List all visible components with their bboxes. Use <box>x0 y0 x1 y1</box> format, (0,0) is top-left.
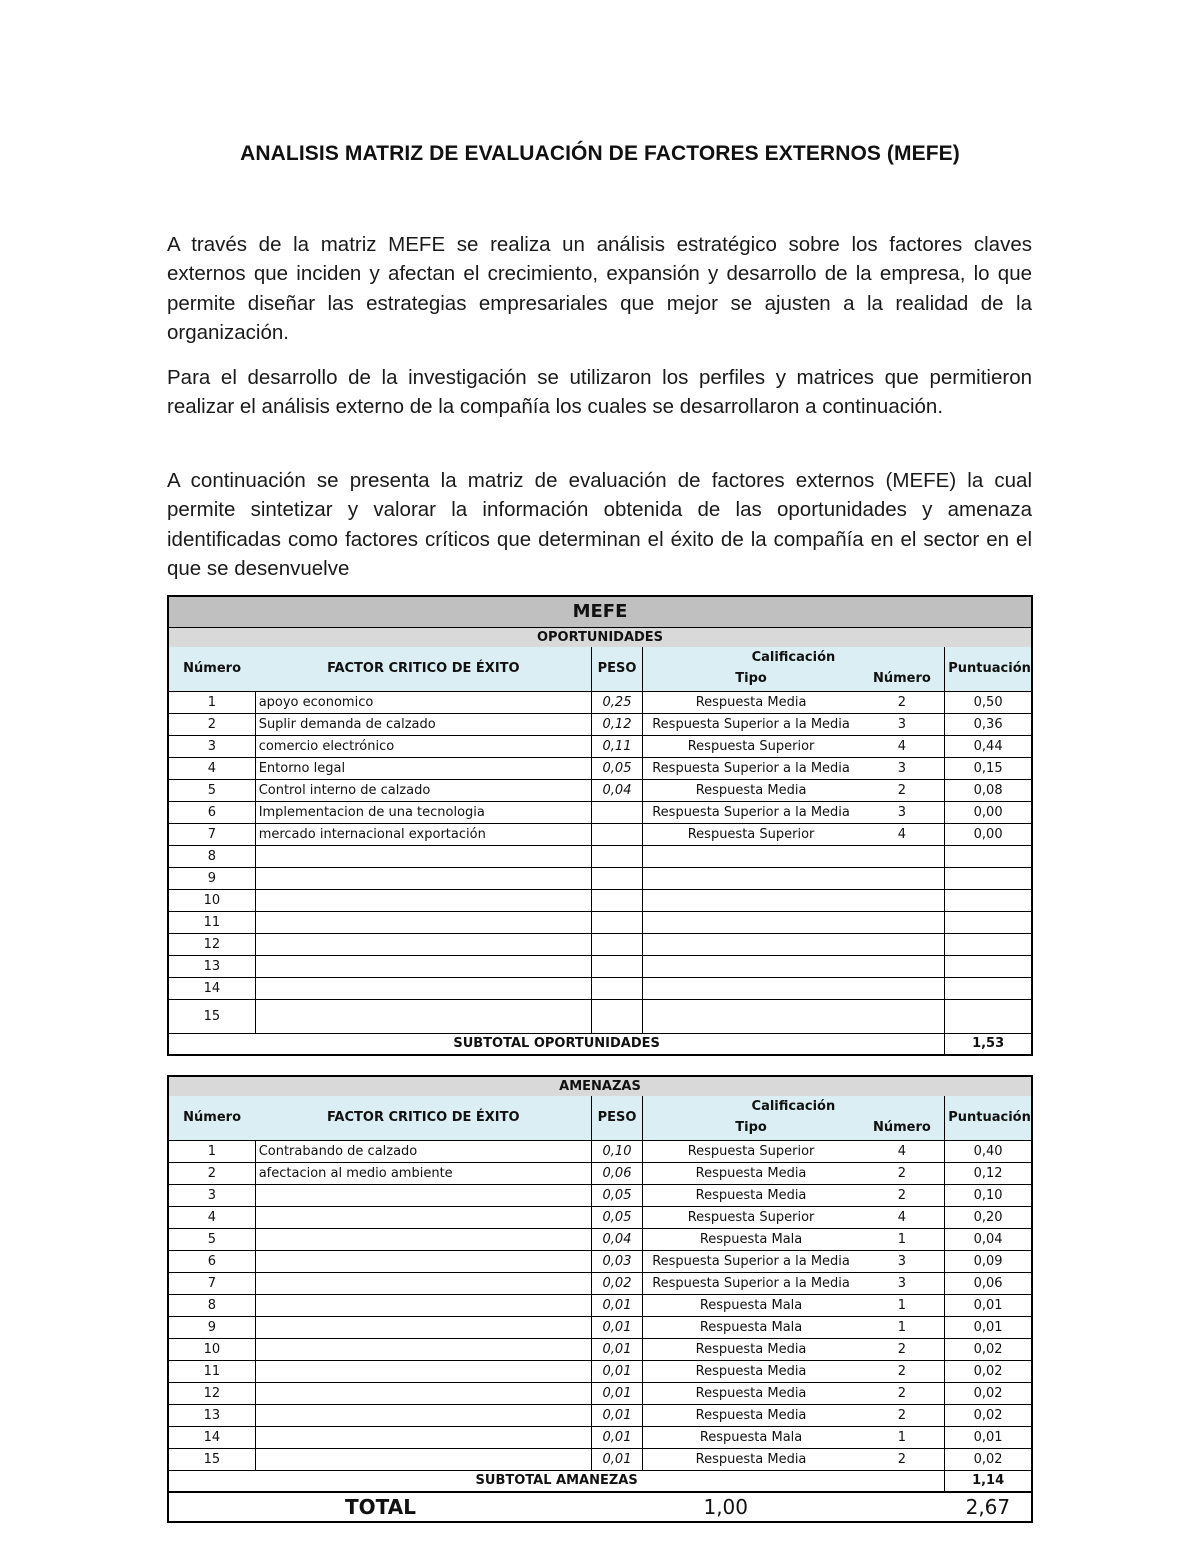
row-factor <box>255 1250 592 1272</box>
row-peso: 0,04 <box>592 1228 642 1250</box>
row-number: 1 <box>168 691 255 713</box>
row-peso <box>592 801 642 823</box>
row-tipo: Respuesta Superior a la Media <box>642 801 860 823</box>
row-calificacion-numero: 2 <box>860 1338 945 1360</box>
table-row <box>168 1206 1032 1228</box>
row-puntuacion <box>945 845 1032 867</box>
row-number: 3 <box>168 1184 255 1206</box>
row-calificacion-numero <box>860 999 945 1033</box>
table-row <box>168 1272 1032 1294</box>
row-number: 4 <box>168 757 255 779</box>
row-peso: 0,05 <box>592 757 642 779</box>
table-row <box>168 735 1032 757</box>
row-tipo: Respuesta Superior a la Media <box>642 713 860 735</box>
row-calificacion-numero <box>860 977 945 999</box>
row-calificacion-numero <box>860 911 945 933</box>
row-puntuacion: 0,50 <box>945 691 1032 713</box>
row-tipo <box>642 933 860 955</box>
row-puntuacion: 0,02 <box>945 1404 1032 1426</box>
row-puntuacion: 0,01 <box>945 1316 1032 1338</box>
row-puntuacion: 0,36 <box>945 713 1032 735</box>
row-puntuacion: 0,10 <box>945 1184 1032 1206</box>
row-tipo <box>642 999 860 1033</box>
row-tipo: Respuesta Media <box>642 1404 859 1426</box>
row-peso: 0,01 <box>592 1316 642 1338</box>
col-numero-header: Número <box>183 1110 242 1126</box>
row-tipo <box>642 867 860 889</box>
row-number: 14 <box>168 1426 255 1448</box>
row-puntuacion: 0,08 <box>945 779 1032 801</box>
row-puntuacion <box>945 955 1032 977</box>
row-peso: 0,01 <box>592 1294 642 1316</box>
row-peso <box>592 999 642 1033</box>
row-factor <box>255 999 592 1033</box>
col-factor-header: FACTOR CRITICO DE ÉXITO <box>327 1110 520 1126</box>
row-number: 15 <box>168 1448 255 1470</box>
row-peso: 0,12 <box>592 713 642 735</box>
row-peso: 0,01 <box>592 1404 642 1426</box>
table-row <box>168 955 1032 977</box>
col-puntuacion-header: Puntuación <box>945 647 1032 691</box>
col-puntuacion-header: Puntuación <box>945 1096 1032 1140</box>
paragraph-intro: A través de la matriz MEFE se realiza un análisis estratégico sobre los factores claves externos que inciden y afectan el crecimiento, expansión y desarrollo de la empresa, lo que permite diseñar las estrategias empresariales que mejor se ajusten a la realidad de la organización. <box>167 233 1032 345</box>
row-peso: 0,01 <box>592 1448 642 1470</box>
row-peso: 0,05 <box>592 1206 642 1228</box>
table-row <box>168 1316 1032 1338</box>
table-row <box>168 691 1032 713</box>
mefe-title: MEFE <box>168 596 1032 627</box>
row-factor: mercado internacional exportación <box>255 823 592 845</box>
row-number: 5 <box>168 779 255 801</box>
row-calificacion-numero: 4 <box>860 1140 945 1162</box>
row-peso: 0,01 <box>592 1338 642 1360</box>
row-peso: 0,05 <box>592 1184 642 1206</box>
row-puntuacion: 0,02 <box>945 1360 1032 1382</box>
row-tipo: Respuesta Media <box>642 1338 859 1360</box>
col-numero-calif-header: Número <box>872 1120 931 1136</box>
row-peso: 0,04 <box>592 779 642 801</box>
row-number: 8 <box>168 1294 255 1316</box>
row-factor <box>255 1360 592 1382</box>
row-calificacion-numero: 4 <box>860 823 945 845</box>
row-calificacion-numero <box>860 933 945 955</box>
row-number: 7 <box>168 823 255 845</box>
table-row <box>168 911 1032 933</box>
row-tipo: Respuesta Superior <box>642 1206 859 1228</box>
row-puntuacion: 0,15 <box>945 757 1032 779</box>
row-puntuacion: 0,02 <box>945 1448 1032 1470</box>
row-factor <box>255 1272 592 1294</box>
col-tipo-header: Tipo <box>642 1116 859 1140</box>
col-tipo-header: Tipo <box>642 667 860 691</box>
row-puntuacion: 0,20 <box>945 1206 1032 1228</box>
col-numero-calif-header: Número <box>872 671 931 687</box>
paragraph-matrix-intro: A continuación se presenta la matriz de evaluación de factores externos (MEFE) la cual permite sintetizar y valorar la información obtenida de las oportunidades y amenaza identificadas como factores críticos que determinan el éxito de la compañía en el sector en el que se desenvuelve <box>167 469 1032 581</box>
row-number: 13 <box>168 955 255 977</box>
table-row <box>168 889 1032 911</box>
row-puntuacion: 0,09 <box>945 1250 1032 1272</box>
table-row <box>168 1338 1032 1360</box>
row-number: 6 <box>168 1250 255 1272</box>
row-calificacion-numero: 3 <box>860 1272 945 1294</box>
row-calificacion-numero: 4 <box>860 735 945 757</box>
row-peso <box>592 845 642 867</box>
amenazas-header: AMENAZAS <box>168 1076 1032 1096</box>
row-factor <box>255 1448 592 1470</box>
row-number: 14 <box>168 977 255 999</box>
row-factor <box>255 1228 592 1250</box>
row-puntuacion <box>945 933 1032 955</box>
row-calificacion-numero: 2 <box>860 691 945 713</box>
row-number: 1 <box>168 1140 255 1162</box>
row-tipo: Respuesta Mala <box>642 1316 859 1338</box>
row-calificacion-numero: 2 <box>860 1404 945 1426</box>
row-factor <box>255 1404 592 1426</box>
row-peso: 0,01 <box>592 1426 642 1448</box>
row-peso: 0,03 <box>592 1250 642 1272</box>
row-factor: Contrabando de calzado <box>255 1140 592 1162</box>
row-calificacion-numero: 1 <box>860 1316 945 1338</box>
row-number: 3 <box>168 735 255 757</box>
row-tipo: Respuesta Mala <box>642 1426 859 1448</box>
row-tipo: Respuesta Media <box>642 1184 859 1206</box>
row-factor <box>255 955 592 977</box>
row-tipo <box>642 889 860 911</box>
row-tipo: Respuesta Superior a la Media <box>642 1272 859 1294</box>
paragraph-investigation: Para el desarrollo de la investigación se utilizaron los perfiles y matrices que permitieron realizar el análisis externo de la compañía los cuales se desarrollaron a continuación. <box>167 366 1032 419</box>
table-row <box>168 713 1032 735</box>
row-puntuacion: 0,02 <box>945 1382 1032 1404</box>
table-row <box>168 867 1032 889</box>
total-peso: 1,00 <box>592 1492 860 1522</box>
row-tipo <box>642 911 860 933</box>
row-tipo: Respuesta Superior <box>642 1140 859 1162</box>
row-tipo <box>642 845 860 867</box>
table-row <box>168 1404 1032 1426</box>
row-peso: 0,02 <box>592 1272 642 1294</box>
row-tipo: Respuesta Media <box>642 779 860 801</box>
row-factor: comercio electrónico <box>255 735 592 757</box>
row-peso: 0,06 <box>592 1162 642 1184</box>
row-calificacion-numero: 1 <box>860 1426 945 1448</box>
row-factor <box>255 977 592 999</box>
row-calificacion-numero <box>860 867 945 889</box>
col-peso-header: PESO <box>592 647 642 691</box>
subtotal-oportunidades-label: SUBTOTAL OPORTUNIDADES <box>168 1033 945 1055</box>
row-tipo: Respuesta Media <box>642 1448 859 1470</box>
row-number: 2 <box>168 1162 255 1184</box>
row-tipo: Respuesta Media <box>642 1382 859 1404</box>
row-tipo <box>642 955 860 977</box>
row-tipo: Respuesta Mala <box>642 1294 859 1316</box>
row-peso <box>592 867 642 889</box>
row-peso: 0,11 <box>592 735 642 757</box>
row-puntuacion <box>945 889 1032 911</box>
subtotal-amenazas-value: 1,14 <box>945 1470 1032 1492</box>
row-calificacion-numero: 2 <box>860 1360 945 1382</box>
row-tipo: Respuesta Superior <box>642 735 860 757</box>
row-number: 12 <box>168 933 255 955</box>
table-row <box>168 801 1032 823</box>
row-calificacion-numero <box>860 889 945 911</box>
row-peso: 0,25 <box>592 691 642 713</box>
row-tipo: Respuesta Superior <box>642 823 860 845</box>
row-tipo <box>642 977 860 999</box>
table-row <box>168 845 1032 867</box>
row-factor <box>255 1382 592 1404</box>
row-factor: Implementacion de una tecnologia <box>255 801 592 823</box>
row-peso <box>592 823 642 845</box>
row-tipo: Respuesta Superior a la Media <box>642 1250 859 1272</box>
row-puntuacion: 0,04 <box>945 1228 1032 1250</box>
row-factor <box>255 845 592 867</box>
row-calificacion-numero: 3 <box>860 1250 945 1272</box>
total-value: 2,67 <box>945 1492 1032 1522</box>
row-factor <box>255 1338 592 1360</box>
row-factor <box>255 1184 592 1206</box>
row-factor: Suplir demanda de calzado <box>255 713 592 735</box>
row-puntuacion: 0,40 <box>945 1140 1032 1162</box>
row-peso: 0,10 <box>592 1140 642 1162</box>
table-row <box>168 1250 1032 1272</box>
row-peso: 0,01 <box>592 1382 642 1404</box>
row-calificacion-numero: 3 <box>860 713 945 735</box>
col-calificacion-header: Calificación <box>642 1096 945 1116</box>
row-factor <box>255 867 592 889</box>
row-puntuacion <box>945 911 1032 933</box>
row-factor: Control interno de calzado <box>255 779 592 801</box>
row-puntuacion: 0,01 <box>945 1426 1032 1448</box>
row-puntuacion <box>945 999 1032 1033</box>
subtotal-amenazas-label: SUBTOTAL AMANEZAS <box>168 1470 945 1492</box>
row-peso <box>592 889 642 911</box>
row-puntuacion: 0,00 <box>945 823 1032 845</box>
table-row <box>168 999 1032 1033</box>
row-calificacion-numero: 2 <box>860 1382 945 1404</box>
row-peso: 0,01 <box>592 1360 642 1382</box>
table-row <box>168 823 1032 845</box>
row-tipo: Respuesta Mala <box>642 1228 859 1250</box>
row-number: 11 <box>168 1360 255 1382</box>
row-calificacion-numero: 2 <box>860 1184 945 1206</box>
total-label: TOTAL <box>168 1492 592 1522</box>
table-row <box>168 1184 1032 1206</box>
oportunidades-header: OPORTUNIDADES <box>168 627 1032 647</box>
table-row <box>168 779 1032 801</box>
row-factor <box>255 1294 592 1316</box>
row-factor <box>255 911 592 933</box>
row-factor: afectacion al medio ambiente <box>255 1162 592 1184</box>
col-numero-header: Número <box>183 661 242 677</box>
row-peso <box>592 911 642 933</box>
row-puntuacion: 0,12 <box>945 1162 1032 1184</box>
row-number: 10 <box>168 889 255 911</box>
col-peso-header: PESO <box>592 1096 642 1140</box>
row-tipo: Respuesta Media <box>642 1162 859 1184</box>
row-number: 9 <box>168 867 255 889</box>
row-number: 8 <box>168 845 255 867</box>
row-puntuacion: 0,00 <box>945 801 1032 823</box>
row-number: 13 <box>168 1404 255 1426</box>
row-tipo: Respuesta Media <box>642 691 860 713</box>
row-number: 10 <box>168 1338 255 1360</box>
row-calificacion-numero: 2 <box>860 1162 945 1184</box>
row-factor <box>255 889 592 911</box>
mefe-oportunidades-table <box>167 595 1033 1056</box>
row-factor <box>255 1426 592 1448</box>
table-row <box>168 1426 1032 1448</box>
row-number: 6 <box>168 801 255 823</box>
row-puntuacion: 0,44 <box>945 735 1032 757</box>
table-row <box>168 977 1032 999</box>
row-number: 9 <box>168 1316 255 1338</box>
row-tipo: Respuesta Media <box>642 1360 859 1382</box>
mefe-amenazas-table <box>167 1075 1033 1523</box>
row-puntuacion: 0,02 <box>945 1338 1032 1360</box>
table-row <box>168 1294 1032 1316</box>
row-calificacion-numero <box>860 955 945 977</box>
row-calificacion-numero: 1 <box>860 1228 945 1250</box>
row-number: 15 <box>168 999 255 1033</box>
row-factor <box>255 1316 592 1338</box>
row-puntuacion <box>945 977 1032 999</box>
row-factor <box>255 933 592 955</box>
row-calificacion-numero: 1 <box>860 1294 945 1316</box>
row-calificacion-numero: 3 <box>860 801 945 823</box>
row-number: 2 <box>168 713 255 735</box>
row-puntuacion <box>945 867 1032 889</box>
table-row <box>168 1448 1032 1470</box>
page-title: ANALISIS MATRIZ DE EVALUACIÓN DE FACTORES EXTERNOS (MEFE) <box>240 142 960 165</box>
table-row <box>168 933 1032 955</box>
row-calificacion-numero: 2 <box>860 1448 945 1470</box>
row-factor: Entorno legal <box>255 757 592 779</box>
table-row <box>168 1228 1032 1250</box>
col-calificacion-header: Calificación <box>642 647 945 667</box>
row-calificacion-numero: 2 <box>860 779 945 801</box>
row-tipo: Respuesta Superior a la Media <box>642 757 860 779</box>
subtotal-oportunidades-value: 1,53 <box>945 1033 1032 1055</box>
row-number: 5 <box>168 1228 255 1250</box>
row-factor <box>255 1206 592 1228</box>
row-calificacion-numero <box>860 845 945 867</box>
row-peso <box>592 955 642 977</box>
row-number: 4 <box>168 1206 255 1228</box>
table-row <box>168 757 1032 779</box>
table-row <box>168 1382 1032 1404</box>
row-number: 12 <box>168 1382 255 1404</box>
row-calificacion-numero: 3 <box>860 757 945 779</box>
row-peso <box>592 933 642 955</box>
row-factor: apoyo economico <box>255 691 592 713</box>
row-number: 7 <box>168 1272 255 1294</box>
row-puntuacion: 0,06 <box>945 1272 1032 1294</box>
table-row <box>168 1360 1032 1382</box>
table-row <box>168 1140 1032 1162</box>
col-factor-header: FACTOR CRITICO DE ÉXITO <box>327 661 520 677</box>
row-calificacion-numero: 4 <box>860 1206 945 1228</box>
row-peso <box>592 977 642 999</box>
row-number: 11 <box>168 911 255 933</box>
row-puntuacion: 0,01 <box>945 1294 1032 1316</box>
table-row <box>168 1162 1032 1184</box>
